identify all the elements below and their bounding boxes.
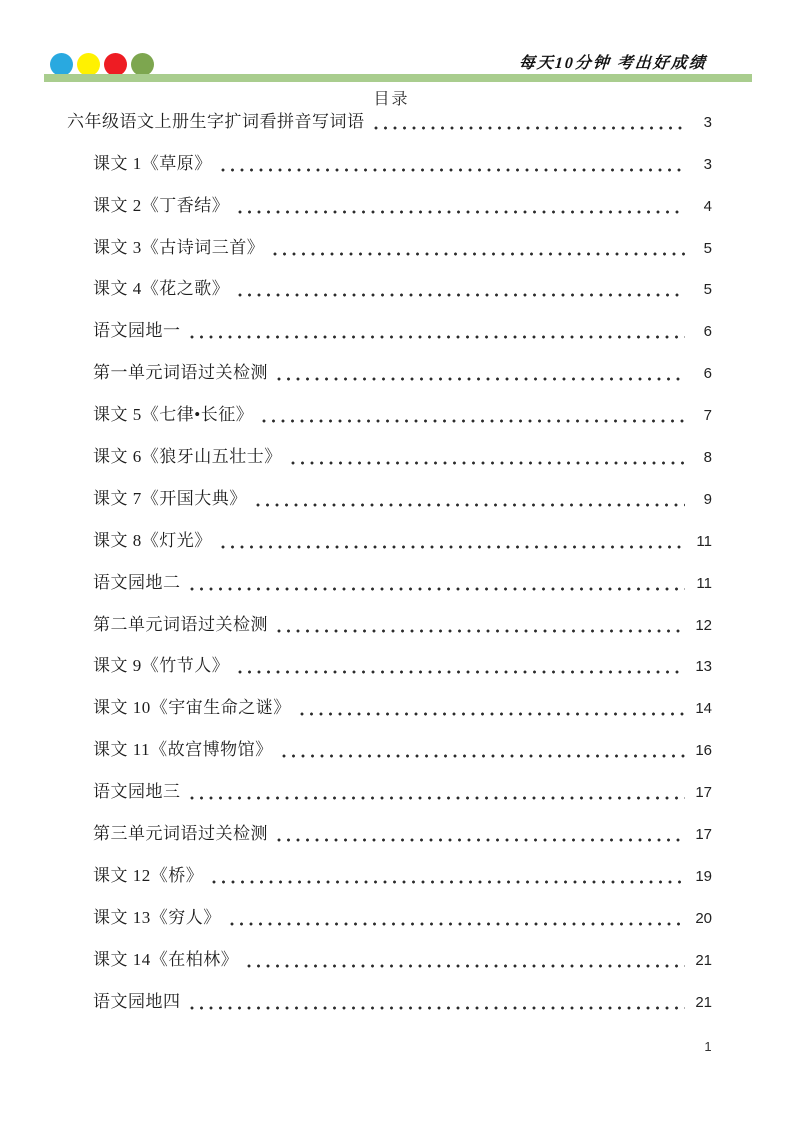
toc-entry-label: 课文 4《花之歌》	[93, 279, 230, 299]
toc-entry-page: 19	[695, 867, 712, 885]
toc-title: 目录	[373, 91, 410, 108]
toc-entry-page: 3	[703, 113, 712, 131]
toc-entry	[67, 476, 712, 518]
toc-entry	[67, 602, 712, 644]
toc-entry-label: 语文园地二	[93, 572, 181, 592]
toc-list	[67, 99, 712, 1021]
toc-entry-page: 11	[696, 532, 712, 550]
header-tagline: 每天10分钟 考出好成绩	[518, 55, 708, 72]
toc-entry	[67, 434, 712, 476]
toc-entry	[67, 853, 712, 895]
dot-leader	[238, 210, 685, 214]
toc-entry-label: 课文 10《宇宙生命之谜》	[93, 698, 291, 718]
toc-entry-label: 课文 3《古诗词三首》	[93, 237, 265, 257]
dot-leader	[374, 126, 686, 130]
dot-leader	[291, 461, 685, 465]
toc-entry-label: 第三单元词语过关检测	[93, 824, 268, 844]
toc-entry-label: 课文 14《在柏林》	[93, 949, 239, 969]
toc-entry-page: 14	[695, 700, 712, 718]
toc-entry-label: 语文园地四	[93, 991, 181, 1011]
dot-leader	[221, 545, 685, 549]
toc-entry-label: 第二单元词语过关检测	[93, 614, 268, 634]
dot-leader	[256, 503, 685, 507]
toc-entry	[67, 350, 712, 392]
toc-entry-label: 课文 5《七律•长征》	[93, 405, 254, 425]
toc-entry-label: 课文 2《丁香结》	[93, 195, 230, 215]
dot-leader	[190, 1006, 686, 1010]
toc-entry	[67, 141, 712, 183]
toc-entry	[67, 685, 712, 727]
toc-entry-page: 17	[695, 826, 712, 844]
dot-leader	[277, 838, 685, 842]
dot-leader	[247, 964, 685, 968]
toc-entry-page: 9	[703, 490, 712, 508]
toc-entry-page: 5	[703, 239, 712, 257]
toc-entry-page: 7	[703, 407, 712, 425]
toc-entry-label: 语文园地一	[93, 321, 181, 341]
toc-entry-page: 5	[703, 281, 712, 299]
toc-entry	[67, 183, 712, 225]
toc-entry	[67, 518, 712, 560]
toc-entry-page: 16	[695, 742, 712, 760]
toc-entry-page: 20	[695, 909, 712, 927]
dot-leader	[277, 629, 685, 633]
toc-entry-page: 21	[695, 951, 712, 969]
toc-entry	[67, 308, 712, 350]
toc-entry-page: 4	[703, 197, 712, 215]
dot-leader	[262, 419, 685, 423]
toc-entry	[67, 560, 712, 602]
toc-entry-label: 课文 7《开国大典》	[93, 488, 247, 508]
toc-entry-label: 课文 6《狼牙山五壮士》	[93, 447, 282, 467]
toc-entry-page: 12	[695, 616, 712, 634]
toc-entry-page: 3	[703, 155, 712, 173]
toc-entry-label: 课文 9《竹节人》	[93, 656, 230, 676]
dot-leader	[190, 587, 686, 591]
dot-leader	[221, 168, 685, 172]
toc-entry-page: 13	[695, 658, 712, 676]
toc-entry	[67, 769, 712, 811]
dot-leader	[238, 670, 685, 674]
toc-entry-label: 课文 11《故宫博物馆》	[93, 740, 273, 760]
toc-entry-label: 六年级语文上册生字扩词看拼音写词语	[67, 111, 365, 131]
footer-page-number: 1	[704, 1039, 712, 1054]
toc-entry	[67, 392, 712, 434]
toc-entry-label: 第一单元词语过关检测	[93, 363, 268, 383]
toc-entry-label: 语文园地三	[93, 782, 181, 802]
dot-leader	[230, 922, 685, 926]
dot-leader	[190, 335, 686, 339]
dot-leader	[300, 712, 685, 716]
toc-entry-label: 课文 12《桥》	[93, 865, 204, 885]
toc-entry	[67, 99, 712, 141]
header-divider-bar	[44, 74, 752, 82]
toc-entry-page: 6	[703, 323, 712, 341]
dot-leader	[238, 293, 685, 297]
dot-leader	[190, 796, 686, 800]
toc-entry	[67, 225, 712, 267]
toc-entry-label: 课文 8《灯光》	[93, 530, 212, 550]
toc-entry-page: 21	[695, 993, 712, 1011]
toc-entry	[67, 937, 712, 979]
toc-entry	[67, 811, 712, 853]
toc-entry	[67, 895, 712, 937]
toc-entry	[67, 644, 712, 686]
toc-entry-page: 11	[696, 574, 712, 592]
dot-leader	[277, 377, 685, 381]
toc-entry	[67, 267, 712, 309]
dot-leader	[212, 880, 685, 884]
toc-entry	[67, 979, 712, 1021]
toc-entry-page: 6	[703, 365, 712, 383]
dot-leader	[282, 754, 685, 758]
toc-entry	[67, 727, 712, 769]
toc-entry-label: 课文 1《草原》	[93, 153, 212, 173]
dot-leader	[273, 252, 685, 256]
toc-entry-page: 8	[703, 449, 712, 467]
toc-entry-page: 17	[695, 784, 712, 802]
toc-entry-label: 课文 13《穷人》	[93, 907, 221, 927]
